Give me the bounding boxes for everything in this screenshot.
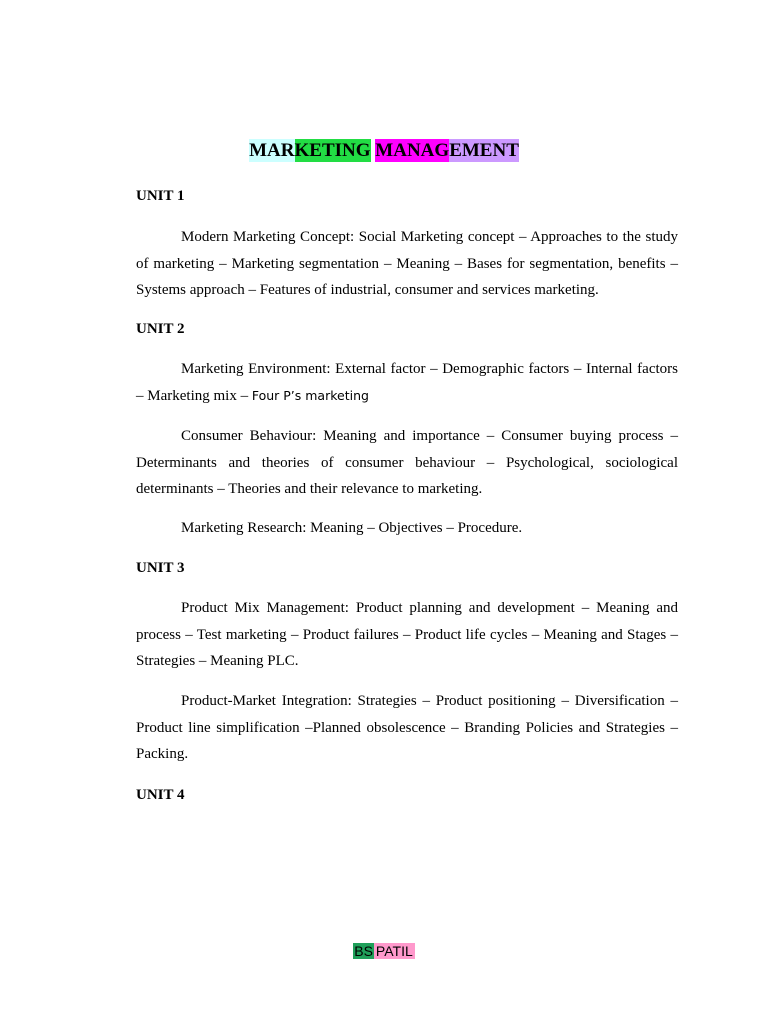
unit-2-paragraph-1 xyxy=(136,356,678,409)
title-part-4: EMENT xyxy=(449,140,519,161)
title-part-1: MAR xyxy=(249,140,295,161)
footer-part-2: PATIL xyxy=(375,943,413,959)
unit-2-paragraph-3: Marketing Research: Meaning – Objectives – Procedure. xyxy=(181,520,523,536)
footer-part-1: BS xyxy=(354,943,373,959)
title-part-3: MANAG xyxy=(375,140,450,161)
unit-1-heading: UNIT 1 xyxy=(136,188,185,204)
page-title xyxy=(0,138,768,164)
unit-3-paragraph-2: Product-Market Integration: Strategies – Product positioning – Diversification – Product line simplification –Planned obsolescence – Branding Policies and Strategies – Packing. xyxy=(136,693,678,762)
title-part-2: KETING xyxy=(294,140,371,161)
unit-3-paragraph-1: Product Mix Management: Product planning and development – Meaning and process – Test marketing – Product failures – Product life cycles – Meaning and Stages – Strategies – Meaning PLC. xyxy=(136,600,678,669)
unit-2-paragraph-2: Consumer Behaviour: Meaning and importance – Consumer buying process – Determinants and theories of consumer behaviour – Psychological, sociological determinants – Theories and their relevance to marketing. xyxy=(136,428,678,497)
unit-3-heading: UNIT 3 xyxy=(136,560,185,576)
unit-4-heading: UNIT 4 xyxy=(136,787,185,803)
paragraph-text: Marketing Environment: External factor – Demographic factors – Internal factors – Marketing mix – xyxy=(136,361,678,404)
paragraph-text-tail: Four P’s marketing xyxy=(251,387,369,403)
unit-1-paragraph: Modern Marketing Concept: Social Marketing concept – Approaches to the study of marketing – Marketing segmentation – Meaning – Bases for segmentation, benefits – Systems approach – Features of industrial, consumer and services marketing. xyxy=(136,229,678,298)
page-footer xyxy=(0,940,768,962)
unit-2-heading: UNIT 2 xyxy=(136,321,185,337)
